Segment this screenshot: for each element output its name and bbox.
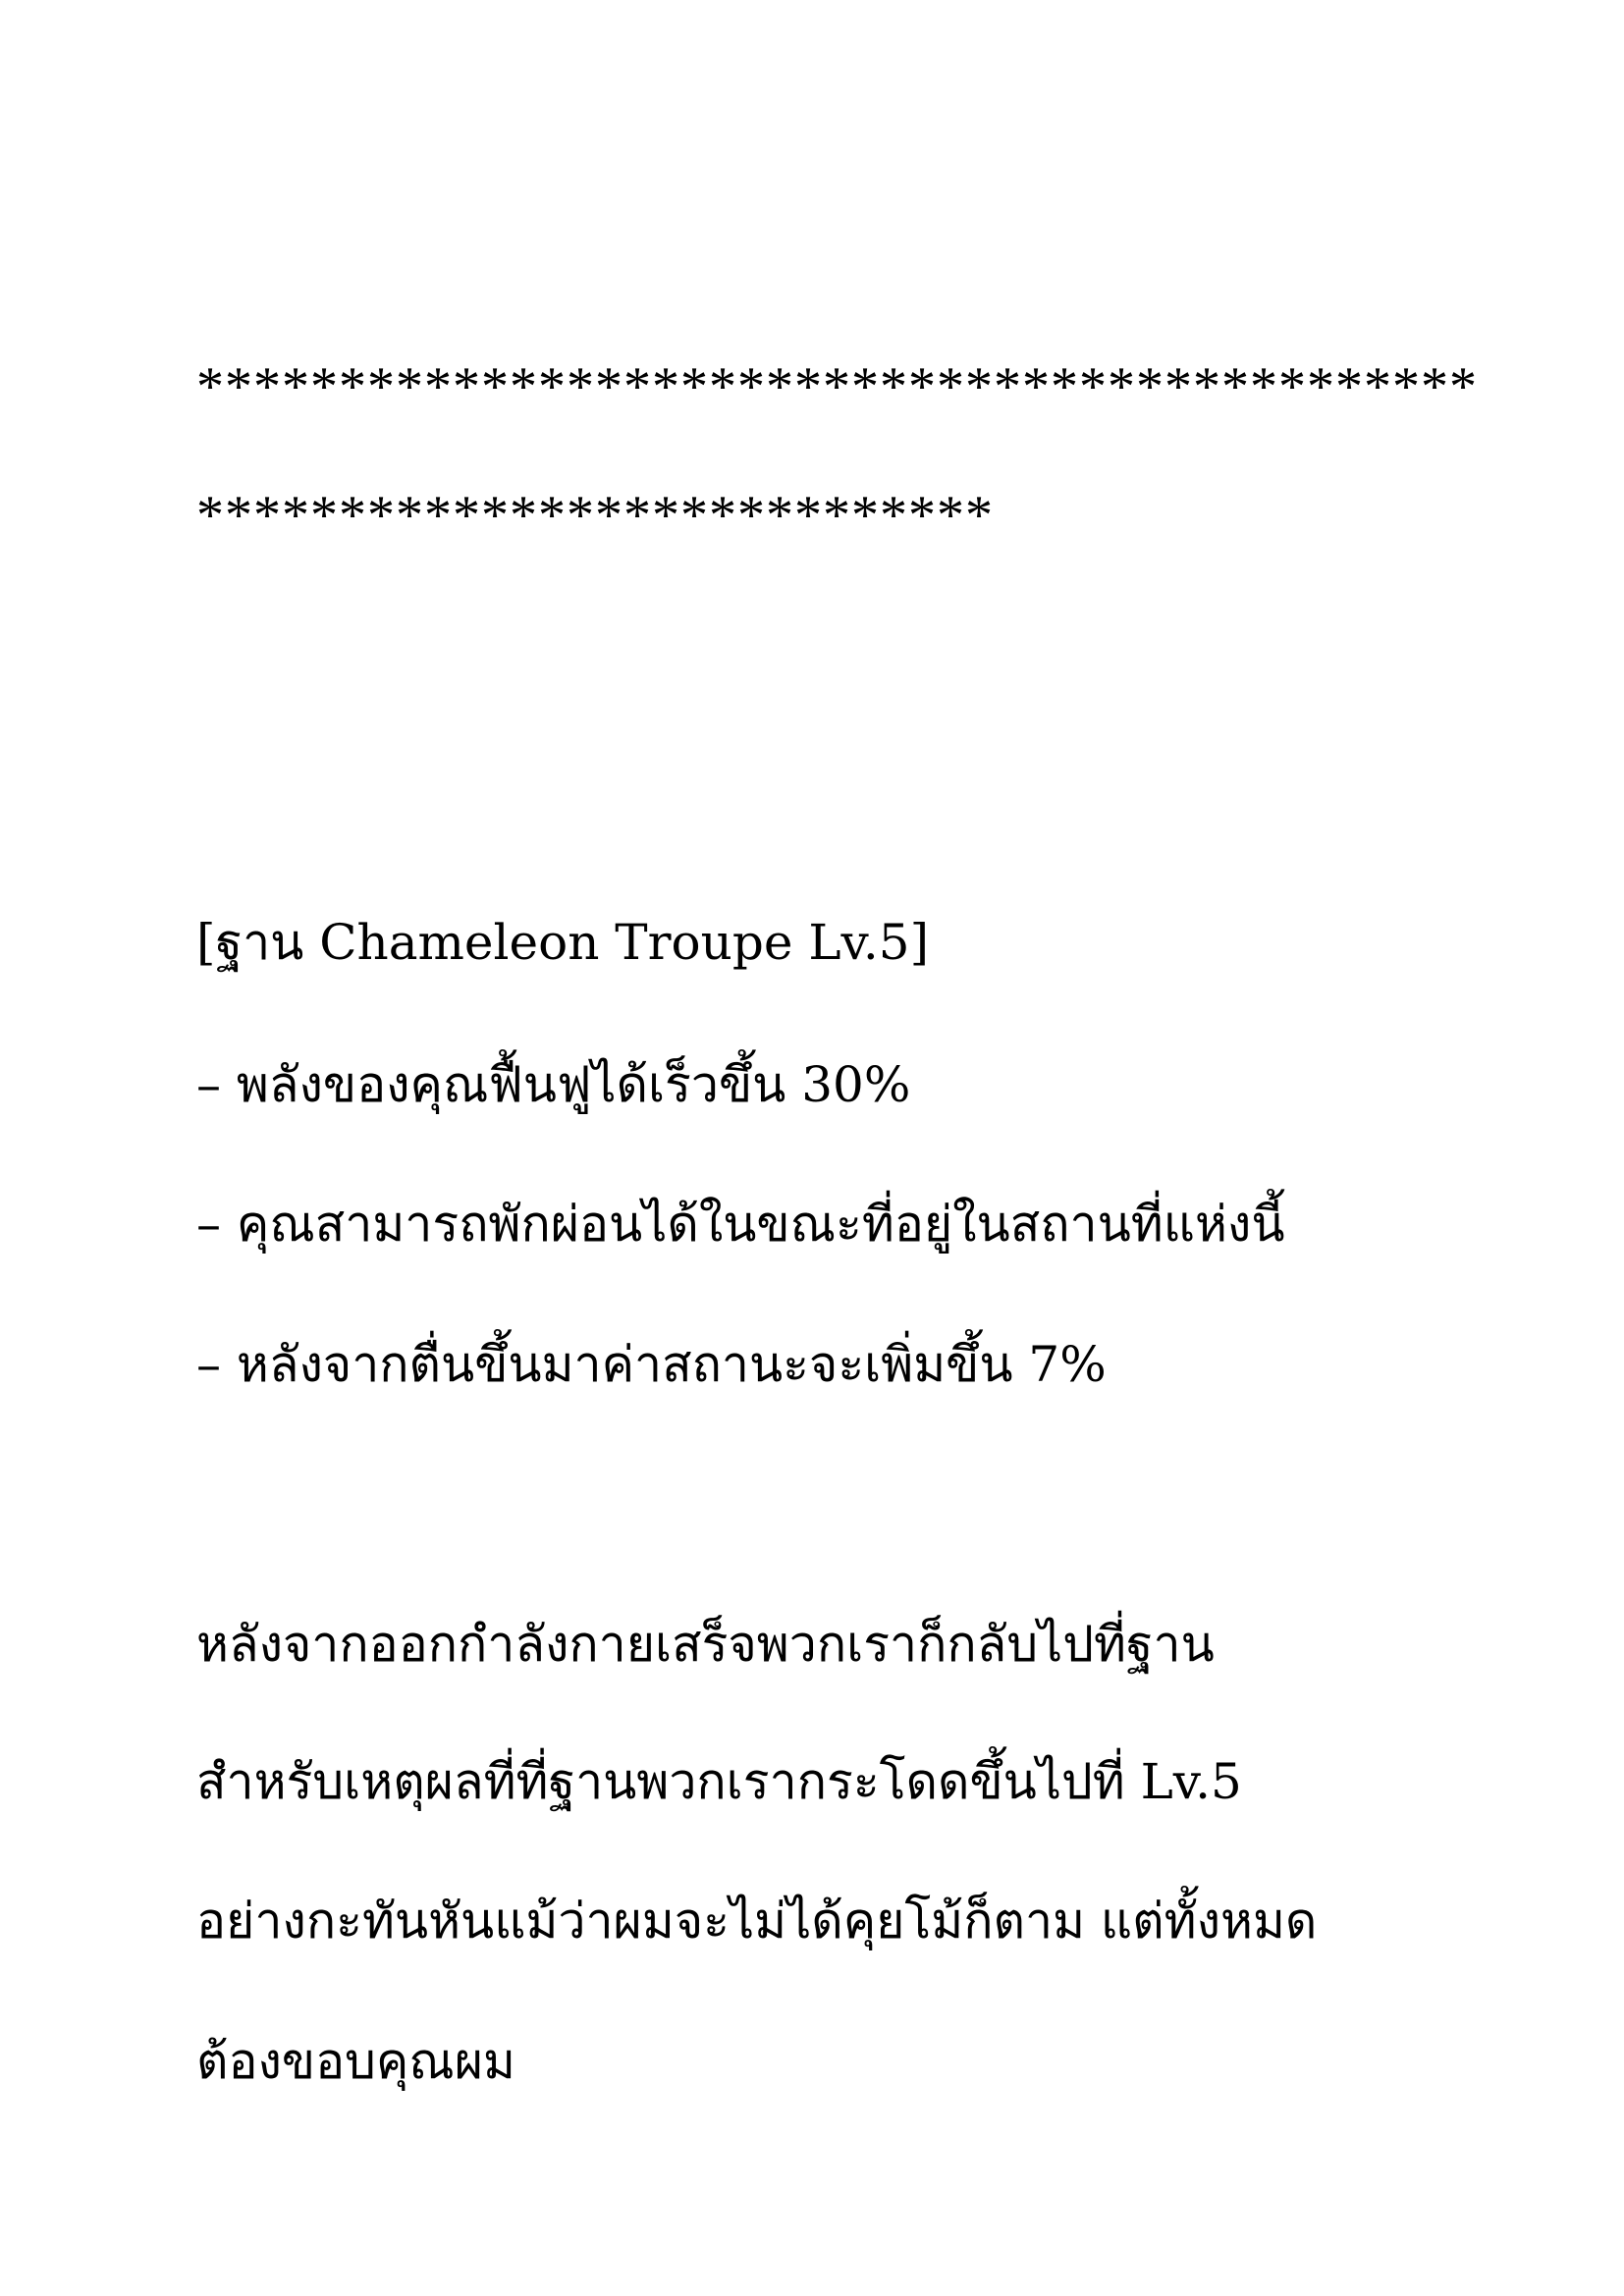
separator-stars-line-2: **************************** [196,485,994,546]
status-bullet-item: – คุณสามารถพักผ่อนได้ในขณะที่อยู่ในสถานที่แห่งนี้ [196,1196,1285,1253]
separator-stars-line-1: ********************************************* [196,356,1478,417]
paragraph-line: อย่างกะทันหันแม้ว่าผมจะไม่ได้คุยโม้ก็ตาม แต่ทั้งหมด [196,1893,1318,1949]
paragraph-line: สำหรับเหตุผลที่ที่ฐานพวกเรากระโดดขึ้นไปที่ Lv.5 [196,1753,1242,1810]
status-window-title: [ฐาน Chameleon Troupe Lv.5] [196,914,930,971]
status-bullet-item: – หลังจากตื่นขึ้นมาค่าสถานะจะเพิ่มขึ้น 7% [196,1336,1107,1393]
paragraph-line: ต้องขอบคุณผม [196,2033,515,2090]
paragraph-line: หลังจากออกกำลังกายเสร็จพวกเราก็กลับไปที่ฐาน [196,1616,1215,1673]
status-bullet-item: – พลังของคุณฟื้นฟูได้เร็วขึ้น 30% [196,1056,911,1113]
